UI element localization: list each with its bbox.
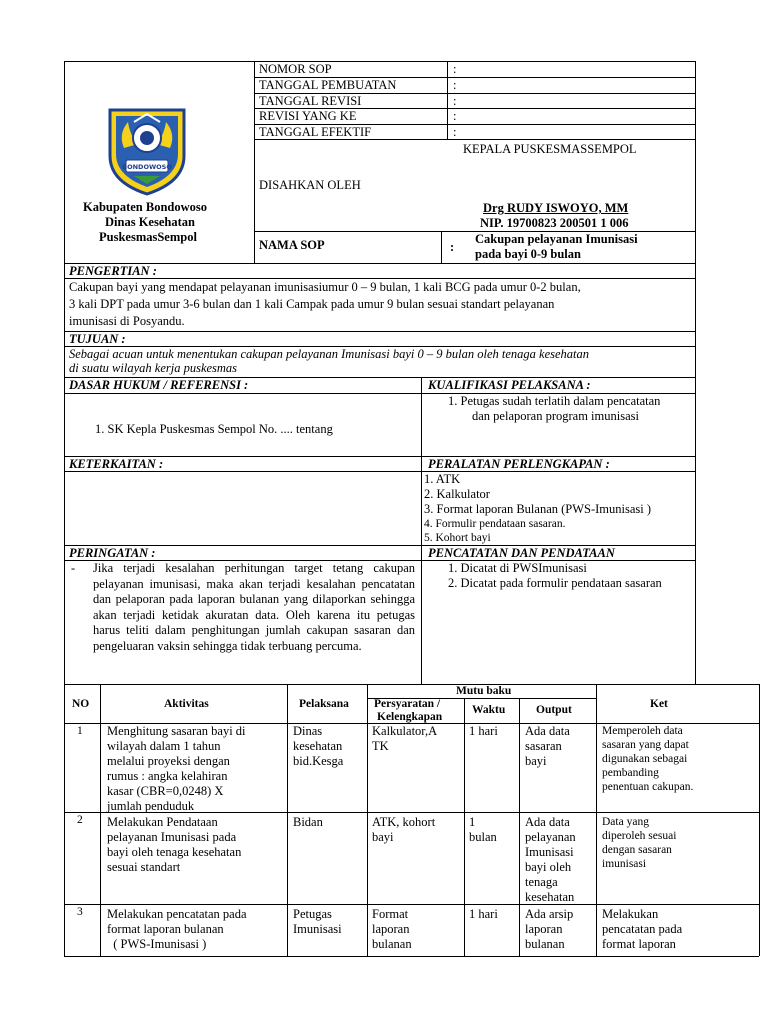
- section-title-peringatan: PERINGATAN :: [69, 546, 156, 560]
- rule: [64, 684, 759, 685]
- rule: [464, 698, 465, 956]
- row3-ket: format laporan: [602, 937, 676, 951]
- field-value-revisi-yang-ke[interactable]: :: [453, 109, 457, 123]
- row1-aktivitas: jumlah penduduk: [107, 799, 195, 813]
- row1-pelaksana: bid.Kesga: [293, 754, 344, 768]
- rule: [100, 684, 101, 956]
- row1-aktivitas: rumus : angka kelahiran: [107, 769, 228, 783]
- row1-ket: sasaran yang dapat: [602, 739, 689, 751]
- th-ket: Ket: [650, 698, 668, 710]
- row3-output: bulanan: [525, 937, 565, 951]
- row1-aktivitas: kasar (CBR=0,0248) X: [107, 784, 224, 798]
- field-label-nomor-sop: NOMOR SOP: [259, 62, 332, 76]
- row1-no: 1: [77, 725, 83, 737]
- peralatan-item: 5. Kohort bayi: [424, 532, 491, 544]
- row3-output: laporan: [525, 922, 563, 936]
- row1-ket: penentuan cakupan.: [602, 781, 694, 793]
- field-label-revisi-yang-ke: REVISI YANG KE: [259, 109, 357, 123]
- row2-ket: diperoleh sesuai: [602, 830, 677, 842]
- row1-aktivitas: wilayah dalam 1 tahun: [107, 739, 221, 753]
- row3-persyaratan: bulanan: [372, 937, 412, 951]
- row3-pelaksana: Petugas: [293, 907, 332, 921]
- row3-ket: pencatatan pada: [602, 922, 683, 936]
- row1-ket: Memperoleh data: [602, 725, 683, 737]
- row2-output: Ada data: [525, 815, 570, 829]
- row3-persyaratan: laporan: [372, 922, 410, 936]
- rule: [64, 956, 759, 957]
- row2-output: pelayanan: [525, 830, 576, 844]
- row2-ket: dengan sasaran: [602, 844, 672, 856]
- rule: [519, 698, 520, 956]
- row3-pelaksana: Imunisasi: [293, 922, 342, 936]
- section-title-kualifikasi: KUALIFIKASI PELAKSANA :: [428, 378, 591, 392]
- field-value-tanggal-revisi[interactable]: :: [453, 94, 457, 108]
- th-waktu: Waktu: [472, 704, 506, 716]
- logo-text: BONDOWOSO: [122, 163, 172, 171]
- nama-sop-colon: :: [450, 240, 455, 254]
- row2-output: kesehatan: [525, 890, 575, 904]
- rule: [596, 684, 597, 956]
- field-label-tanggal-efektif: TANGGAL EFEKTIF: [259, 125, 372, 139]
- row1-output: Ada data: [525, 724, 570, 738]
- row1-ket: digunakan sebagai: [602, 753, 688, 765]
- tujuan-line: di suatu wilayah kerja puskesmas: [69, 361, 238, 375]
- pengertian-line: Cakupan bayi yang mendapat pelayanan imunisasiumur 0 – 9 bulan, 1 kali BCG pada umur 0-2 bulan,: [69, 280, 581, 294]
- rule: [64, 61, 65, 957]
- pencatatan-item: 2. Dicatat pada formulir pendataan sasaran: [448, 576, 662, 590]
- peringatan-dash: -: [71, 561, 76, 575]
- pencatatan-item: 1. Dicatat di PWSImunisasi: [448, 561, 587, 575]
- row1-output: sasaran: [525, 739, 562, 753]
- rule: [441, 231, 442, 263]
- peralatan-item: 1. ATK: [424, 472, 461, 486]
- row1-aktivitas: melalui proyeksi dengan: [107, 754, 230, 768]
- row1-persyaratan: Kalkulator,A: [372, 724, 438, 738]
- peringatan-text: Jika terjadi kesalahan perhitungan target tetang cakupan pelayanan imunisasi, maka akan terjadi kesalahan pencatatan dan pelaporan pada laporan bulanan yang dilaporkan sehingga akan terjadi ketidak akuratan data. Oleh karena itu petugas harus teliti dalam penghitungan jumlah cakupan sasaran dan pengeluaran vaksin sehingga tidak terbuang percuma.: [93, 561, 415, 653]
- th-mutu-baku: Mutu baku: [456, 685, 512, 697]
- row1-waktu: 1 hari: [469, 724, 498, 738]
- row2-output: Imunisasi: [525, 845, 574, 859]
- disahkan-label: DISAHKAN OLEH: [259, 178, 361, 192]
- row3-ket: Melakukan: [602, 907, 659, 921]
- field-label-tanggal-pembuatan: TANGGAL PEMBUATAN: [259, 78, 397, 92]
- section-title-keterkaitan: KETERKAITAN :: [69, 457, 164, 471]
- rule: [421, 377, 422, 684]
- field-value-nomor-sop[interactable]: :: [453, 62, 457, 76]
- nama-sop-label: NAMA SOP: [259, 238, 325, 252]
- th-output: Output: [536, 704, 572, 716]
- org-regency: Kabupaten Bondowoso: [83, 200, 207, 214]
- row2-aktivitas: pelayanan Imunisasi pada: [107, 830, 237, 844]
- kualifikasi-item: 1. Petugas sudah terlatih dalam pencatatan: [448, 394, 661, 408]
- row1-pelaksana: kesehatan: [293, 739, 343, 753]
- kepala-puskesmas: KEPALA PUSKESMASSEMPOL: [463, 142, 637, 156]
- row1-ket: pembanding: [602, 767, 659, 779]
- kualifikasi-item: dan pelaporan program imunisasi: [472, 409, 639, 423]
- signer-nip: NIP. 19700823 200501 1 006: [480, 216, 629, 230]
- peralatan-item: 2. Kalkulator: [424, 487, 490, 501]
- section-title-dasar-hukum: DASAR HUKUM / REFERENSI :: [69, 378, 249, 392]
- field-value-tanggal-efektif[interactable]: :: [453, 125, 457, 139]
- nama-sop-value-line1: Cakupan pelayanan Imunisasi: [475, 232, 638, 246]
- row3-aktivitas: ( PWS-Imunisasi ): [107, 937, 207, 951]
- section-title-peralatan: PERALATAN PERLENGKAPAN :: [428, 457, 610, 471]
- rule: [64, 278, 696, 279]
- row3-aktivitas: Melakukan pencatatan pada: [107, 907, 247, 921]
- row1-pelaksana: Dinas: [293, 724, 323, 738]
- puskesmas-emblem-icon: [104, 104, 190, 196]
- org-puskesmas: PuskesmasSempol: [99, 230, 197, 244]
- row3-no: 3: [77, 906, 83, 918]
- field-label-tanggal-revisi: TANGGAL REVISI: [259, 94, 362, 108]
- row2-ket: Data yang: [602, 816, 649, 828]
- row2-aktivitas: sesuai standart: [107, 860, 181, 874]
- row2-persyaratan: ATK, kohort: [372, 815, 436, 829]
- row2-no: 2: [77, 814, 83, 826]
- pengertian-line: imunisasi di Posyandu.: [69, 314, 185, 328]
- row2-pelaksana: Bidan: [293, 815, 323, 829]
- row2-output: tenaga: [525, 875, 558, 889]
- section-title-pencatatan: PENCATATAN DAN PENDATAAN: [428, 546, 615, 560]
- rule: [367, 684, 368, 956]
- peralatan-item: 4. Formulir pendataan sasaran.: [424, 518, 566, 530]
- peralatan-item: 3. Format laporan Bulanan (PWS-Imunisasi ): [424, 502, 652, 516]
- rule: [64, 904, 759, 905]
- row2-aktivitas: bayi oleh tenaga kesehatan: [107, 845, 242, 859]
- rule: [64, 263, 696, 264]
- row3-waktu: 1 hari: [469, 907, 498, 921]
- row1-persyaratan: TK: [372, 739, 389, 753]
- nama-sop-value-line2: pada bayi 0-9 bulan: [475, 247, 581, 261]
- row2-persyaratan: bayi: [372, 830, 394, 844]
- row2-aktivitas: Melakukan Pendataan: [107, 815, 218, 829]
- row3-persyaratan: Format: [372, 907, 409, 921]
- signer-name: Drg RUDY ISWOYO, MM: [483, 201, 629, 215]
- row1-output: bayi: [525, 754, 547, 768]
- rule: [695, 61, 696, 684]
- rule: [64, 61, 696, 62]
- rule: [759, 684, 760, 956]
- rule: [64, 331, 696, 332]
- th-no: NO: [72, 698, 90, 710]
- th-persyaratan: Persyaratan /: [374, 698, 441, 710]
- th-kelengkapan: Kelengkapan: [377, 711, 443, 723]
- row2-ket: imunisasi: [602, 858, 647, 870]
- row3-output: Ada arsip: [525, 907, 574, 921]
- section-title-tujuan: TUJUAN :: [69, 332, 126, 346]
- row2-waktu: bulan: [469, 830, 497, 844]
- pengertian-line: 3 kali DPT pada umur 3-6 bulan dan 1 kali Campak pada umur 9 bulan sesuai standart pelayanan: [69, 297, 555, 311]
- th-aktivitas: Aktivitas: [164, 698, 209, 710]
- rule: [254, 61, 255, 263]
- rule: [287, 684, 288, 956]
- row3-aktivitas: format laporan bulanan: [107, 922, 224, 936]
- rule: [447, 61, 448, 140]
- dasar-hukum-item: 1. SK Kepla Puskesmas Sempol No. .... tentang: [95, 422, 333, 436]
- section-title-pengertian: PENGERTIAN :: [69, 264, 157, 278]
- th-pelaksana: Pelaksana: [299, 698, 349, 710]
- row2-waktu: 1: [469, 815, 476, 829]
- tujuan-line: Sebagai acuan untuk menentukan cakupan pelayanan Imunisasi bayi 0 – 9 bulan oleh tenaga kesehatan: [69, 347, 590, 361]
- field-value-tanggal-pembuatan[interactable]: :: [453, 78, 457, 92]
- org-department: Dinas Kesehatan: [105, 215, 195, 229]
- row1-aktivitas: Menghitung sasaran bayi di: [107, 724, 246, 738]
- row2-output: bayi oleh: [525, 860, 572, 874]
